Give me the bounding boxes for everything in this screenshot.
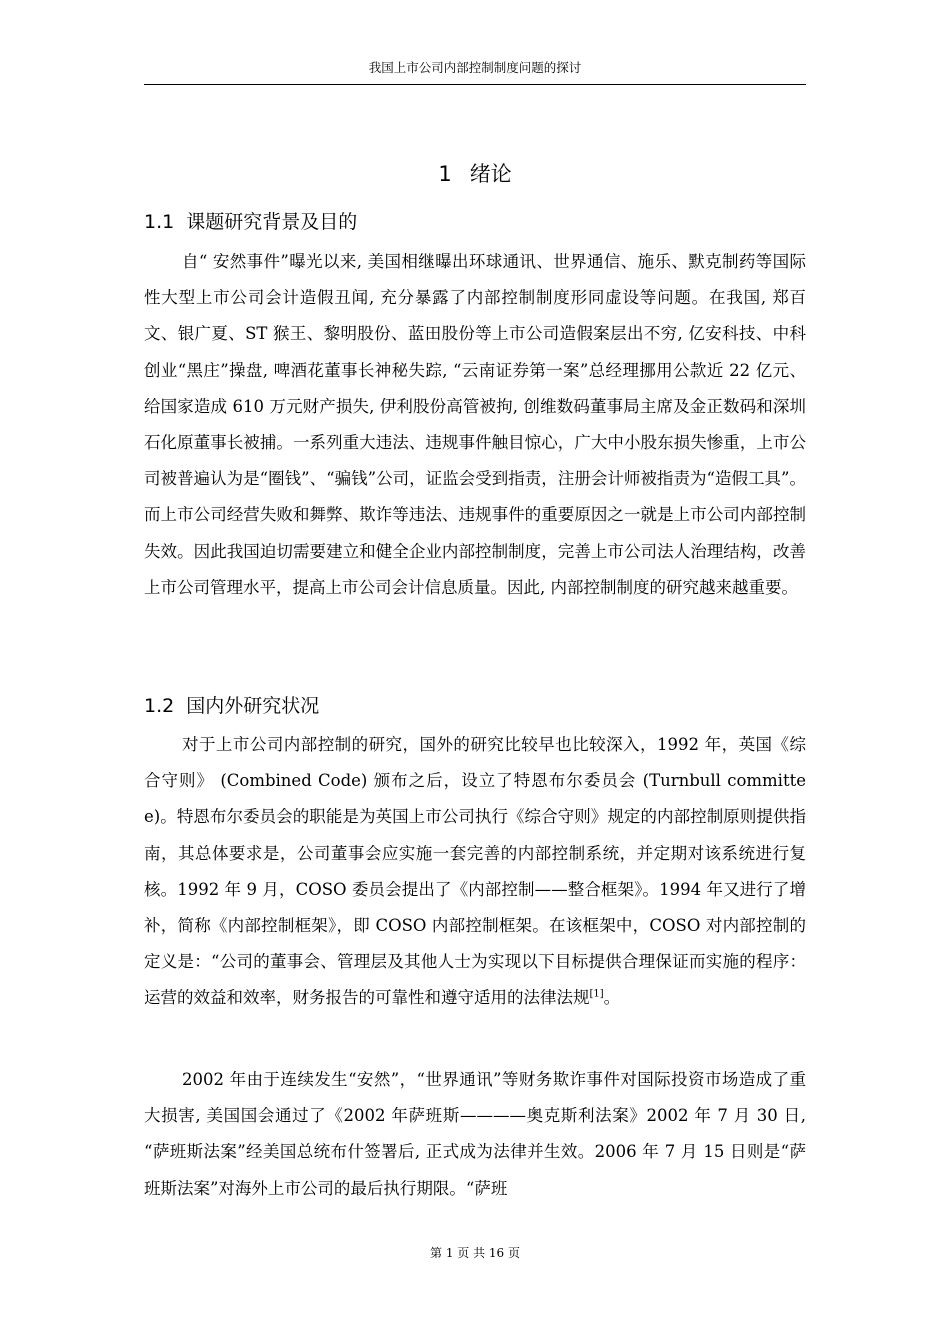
paragraph-sox: 2002 年由于连续发生“安然”，“世界通讯”等财务欺诈事件对国际投资市场造成了重大损害, 美国国会通过了《2002 年萨班斯————奥克斯利法案》2002 年 7 月 30 日, “萨班斯法案”经美国总统布什签署后, 正式成为法律并生效。2006 年 7 月 15 日则是“萨班斯法案”对海外上市公司的最后执行期限。“萨班 <box>144 1070 806 1198</box>
section-number: 1.2 <box>144 695 175 717</box>
paragraph-text: 对于上市公司内部控制的研究，国外的研究比较早也比较深入，1992 年，英国《综合守则》 (Combined Code) 颁布之后，设立了特恩布尔委员会 (Turnbull committee)。特恩布尔委员会的职能是为英国上市公司执行《综合守则》规定的内部控制原则提供指南，其总体要求是，公司董事会应实施一套完善的内部控制系统，并定期对该系统进行复核。1992 年 9 月，COSO 委员会提出了《内部控制——整合框架》。1994 年又进行了增补，简称《内部控制框架》，即 COSO 内部控制框架。在该框架中，COSO 对内部控制的定义是：“公司的董事会、管理层及其他人士为实现以下目标提供合理保证而实施的程序：运营的效益和效率，财务报告的可靠性和遵守适用的法律法规 <box>144 735 806 1008</box>
section-title: 课题研究背景及目的 <box>186 211 358 233</box>
running-title: 我国上市公司内部控制制度问题的探讨 <box>368 60 582 75</box>
chapter-title: 绪论 <box>469 162 512 186</box>
section-title: 国内外研究状况 <box>186 695 320 717</box>
page-number: 第 1 页 共 16 页 <box>430 1246 520 1260</box>
section-heading-1-1 <box>144 209 357 235</box>
paragraph-background: 自“ 安然事件”曝光以来, 美国相继曝出环球通讯、世界通信、施乐、默克制药等国际性大型上市公司会计造假丑闻, 充分暴露了内部控制制度形同虚设等问题。在我国, 郑百文、银广夏、ST 猴王、黎明股份、蓝田股份等上市公司造假案层出不穷, 亿安科技、中科创业“黑庄”操盘, 啤酒花董事长神秘失踪, “云南证券第一案”总经理挪用公款近 22 亿元、给国家造成 610 万元财产损失, 伊利股份高管被拘, 创维数码董事局主席及金正数码和深圳石化原董事长被捕。一系列重大违法、违规事件触目惊心，广大中小股东损失惨重，上市公司被普遍认为是“圈钱”、“骗钱”公司，证监会受到指责，注册会计师被指责为“造假工具”。而上市公司经营失败和舞弊、欺诈等违法、违规事件的重要原因之一就是上市公司内部控制失效。因此我国迫切需要建立和健全企业内部控制制度，完善上市公司法人治理结构，改善上市公司管理水平，提高上市公司会计信息质量。因此, 内部控制制度的研究越来越重要。 <box>144 252 806 597</box>
page-header <box>144 58 806 85</box>
section-number: 1.1 <box>144 211 175 233</box>
paragraph-tail: 。 <box>603 988 621 1008</box>
section-heading-1-2 <box>144 693 319 719</box>
paragraph-foreign-research <box>144 727 806 1017</box>
citation-ref[interactable]: [1] <box>589 988 604 1000</box>
chapter-heading <box>0 160 950 188</box>
chapter-number: 1 <box>438 162 452 186</box>
page-footer <box>0 1244 950 1262</box>
